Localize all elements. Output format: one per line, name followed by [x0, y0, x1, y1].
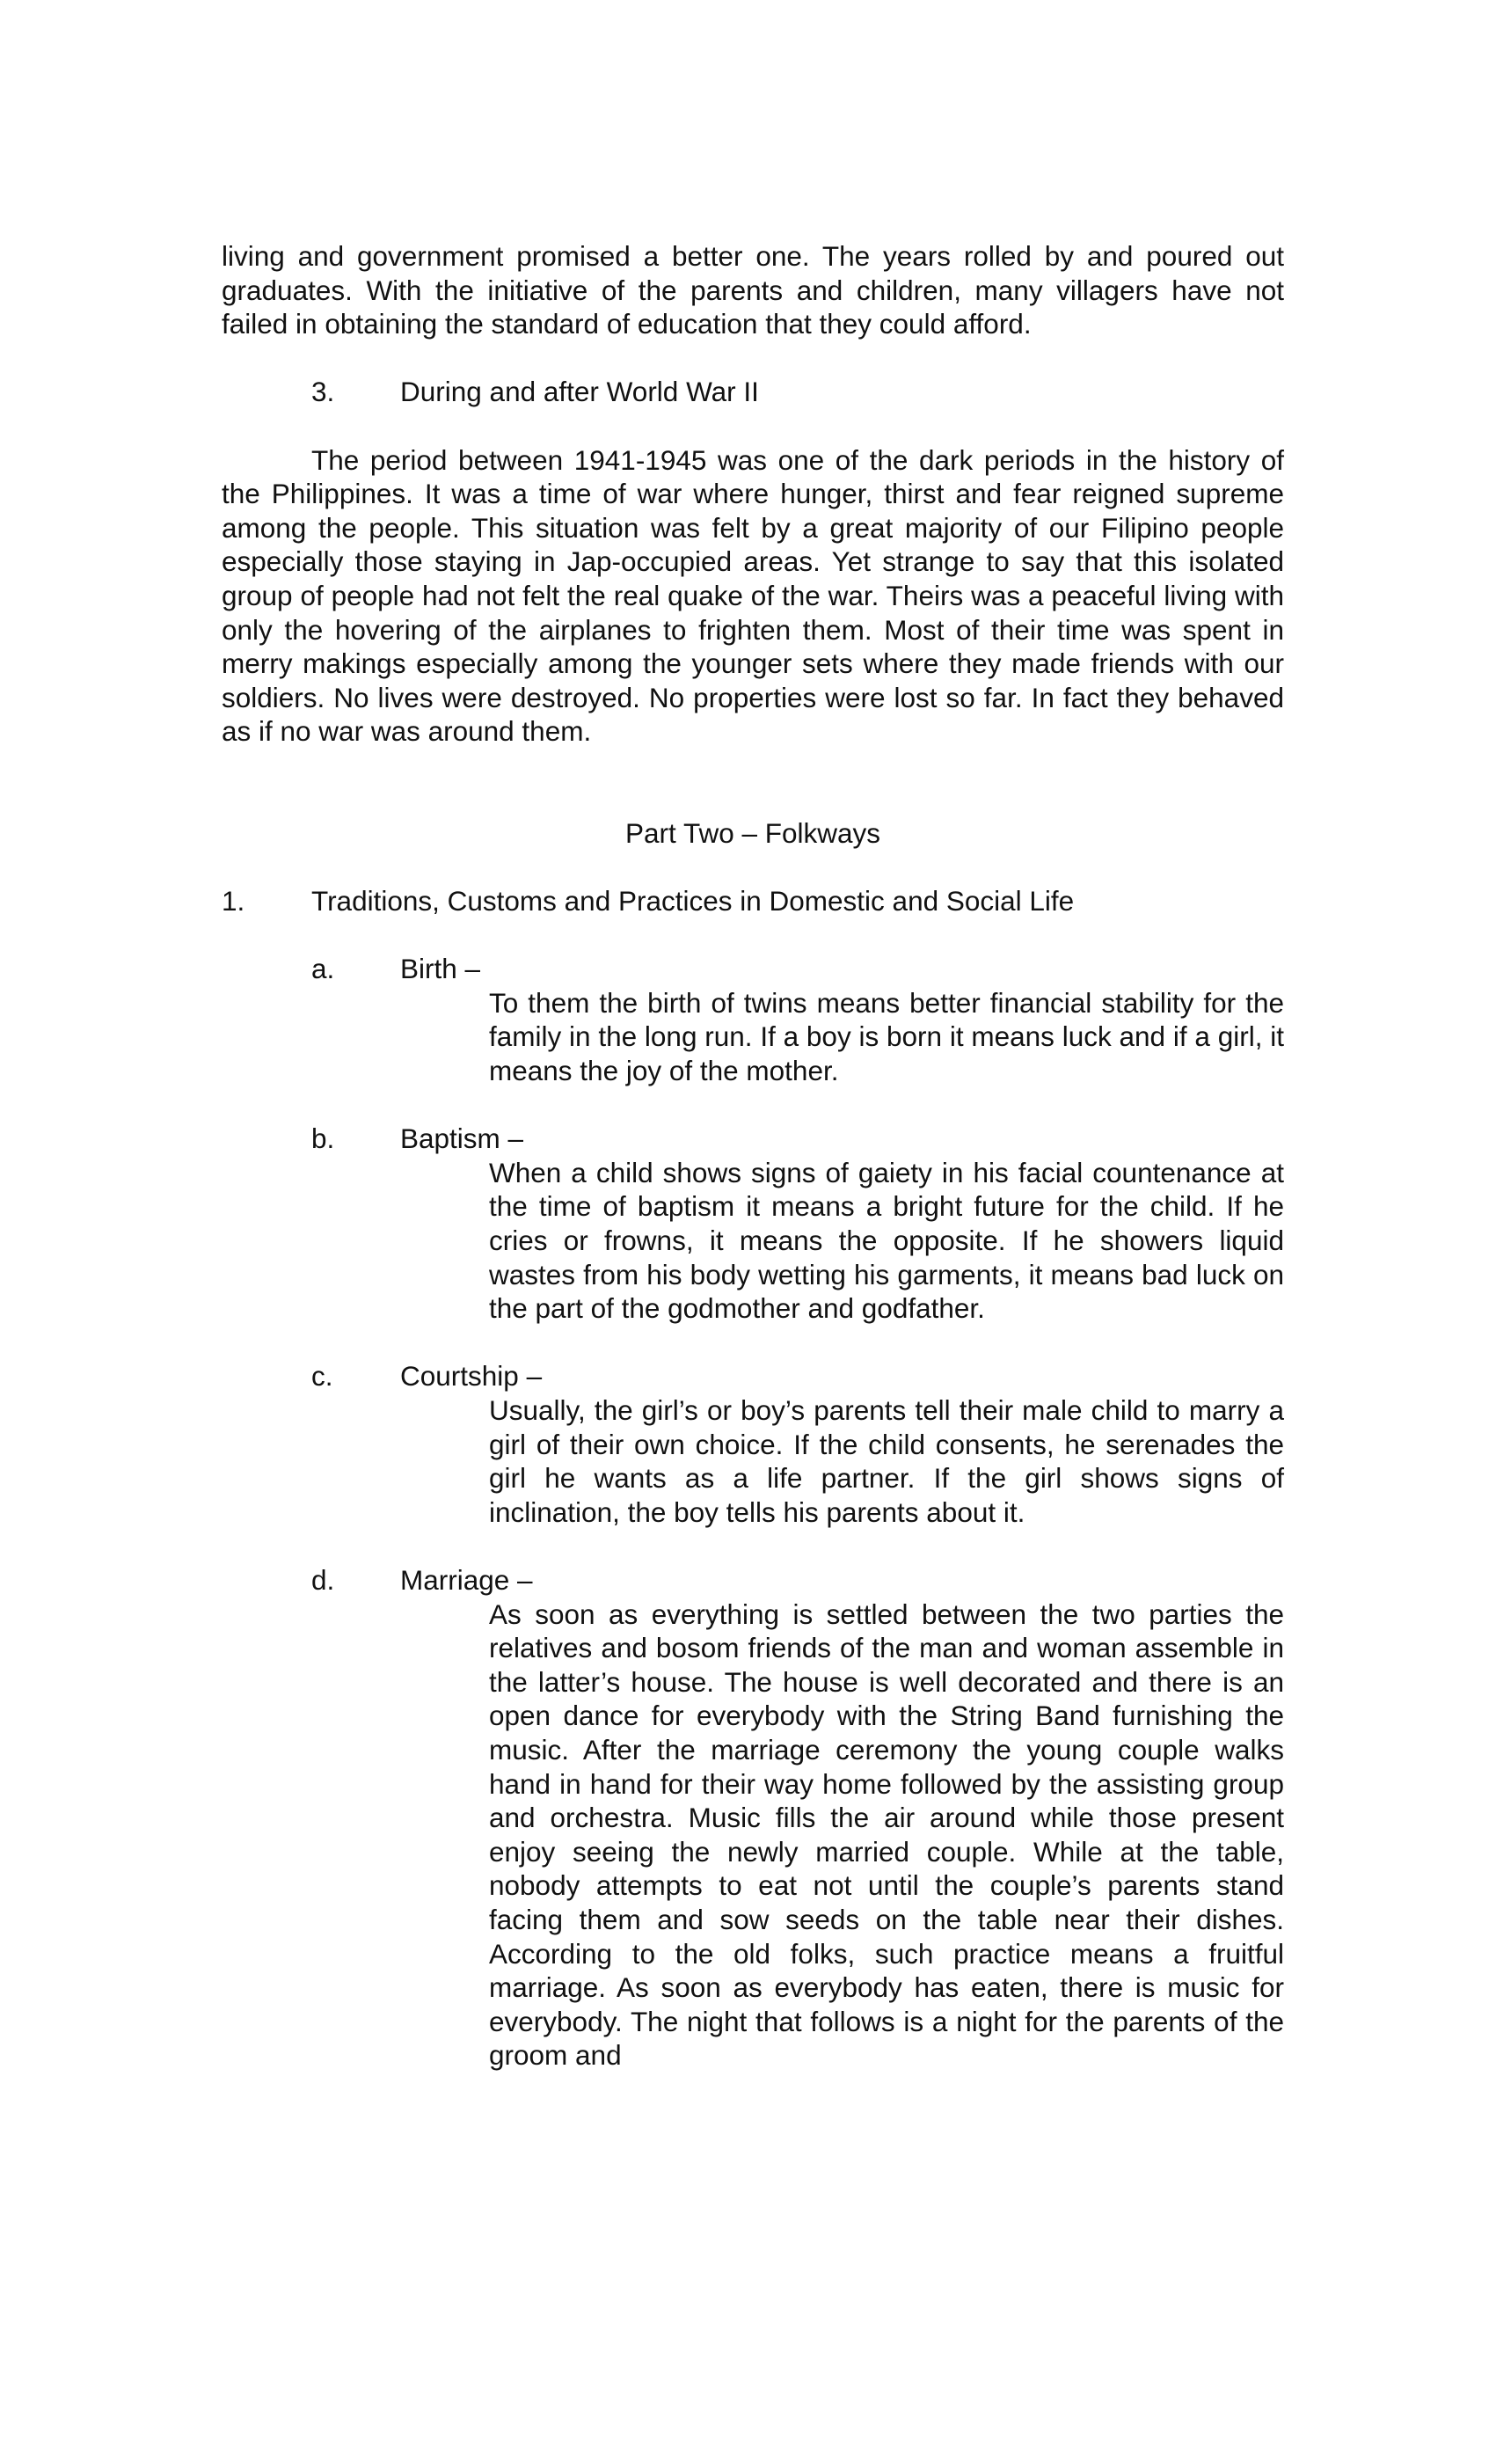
part-heading: Part Two – Folkways [624, 816, 881, 849]
item-birth-term: Birth – [400, 953, 481, 985]
item-courtship-letter: c. [311, 1360, 333, 1393]
item-courtship [222, 1359, 1284, 1529]
spacer [222, 341, 1284, 376]
spacer [222, 851, 1284, 885]
spacer [222, 1088, 1284, 1122]
section-3-heading [222, 375, 1284, 409]
item-courtship-heading [222, 1359, 1284, 1393]
item-courtship-term: Courtship – [400, 1360, 543, 1393]
spacer [222, 749, 1284, 816]
item-baptism-text: When a child shows signs of gaiety in his facial countenance at the time of baptism it means a bright future for the child. If he cries or frowns, it means the opposite. If he showers liquid wastes from his body wetting his garments, it means bad luck on the part of the godmother and godfather. [489, 1156, 1284, 1325]
section-1-heading [222, 884, 1284, 918]
item-birth [222, 952, 1284, 1087]
item-birth-heading [222, 952, 1284, 986]
item-baptism-letter: b. [311, 1122, 335, 1155]
item-marriage [222, 1563, 1284, 2073]
section-3-title: During and after World War II [400, 376, 759, 408]
item-marriage-letter: d. [311, 1563, 335, 1596]
section-1-number: 1. [222, 885, 245, 918]
item-baptism-heading [222, 1122, 1284, 1156]
item-baptism [222, 1122, 1284, 1326]
spacer [222, 918, 1284, 953]
item-baptism-term: Baptism – [400, 1122, 524, 1155]
spacer [222, 1326, 1284, 1360]
spacer [222, 409, 1284, 443]
intro-paragraph: living and government promised a better one. The years rolled by and poured out graduates. With the initiative of the parents and children, many villagers have not failed in obtaining the standard of education that they could afford. [222, 240, 1284, 340]
item-courtship-text: Usually, the girl’s or boy’s parents tell their male child to marry a girl of their own choice. If the child consents, he serenades the girl he wants as a life partner. If the girl shows signs of inclination, the boy tells his parents about it. [489, 1394, 1284, 1528]
spacer [222, 1529, 1284, 1563]
document-page [222, 239, 1284, 2073]
item-marriage-text: As soon as everything is settled between the two parties the relatives and bosom friends of the man and woman assemble in the latter’s house. The house is well decorated and there is an open dance for everybody with the String Band furnishing the music. After the marriage ceremony the young couple walks hand in hand for their way home followed by the assisting group and orchestra. Music fills the air around while those present enjoy seeing the newly married couple. While at the table, nobody attempts to eat not until the couple’s parents stand facing them and sow seeds on the table near their dishes. According to the old folks, such practice means a fruitful marriage. As soon as everybody has eaten, there is music for everybody. The night that follows is a night for the parents of the groom and [489, 1598, 1284, 2072]
war-paragraph: The period between 1941-1945 was one of the dark periods in the history of the Philippines. It was a time of war where hunger, thirst and fear reigned supreme among the people. This situation was felt by a great majority of our Filipino people especially those staying in Jap-occupied areas. Yet strange to say that this isolated group of people had not felt the real quake of the war. Theirs was a peaceful living with only the hovering of the airplanes to frighten them. Most of their time was spent in merry makings especially among the younger sets where they made friends with our soldiers. No lives were destroyed. No properties were lost so far. In fact they behaved as if no war was around them. [222, 443, 1284, 748]
item-birth-text: To them the birth of twins means better financial stability for the family in the long run. If a boy is born it means luck and if a girl, it means the joy of the mother. [489, 986, 1284, 1087]
item-marriage-heading [222, 1563, 1284, 1598]
item-birth-letter: a. [311, 953, 335, 985]
section-3-number: 3. [311, 376, 335, 408]
section-1-title: Traditions, Customs and Practices in Domestic and Social Life [311, 885, 1075, 918]
item-marriage-term: Marriage – [400, 1563, 533, 1596]
